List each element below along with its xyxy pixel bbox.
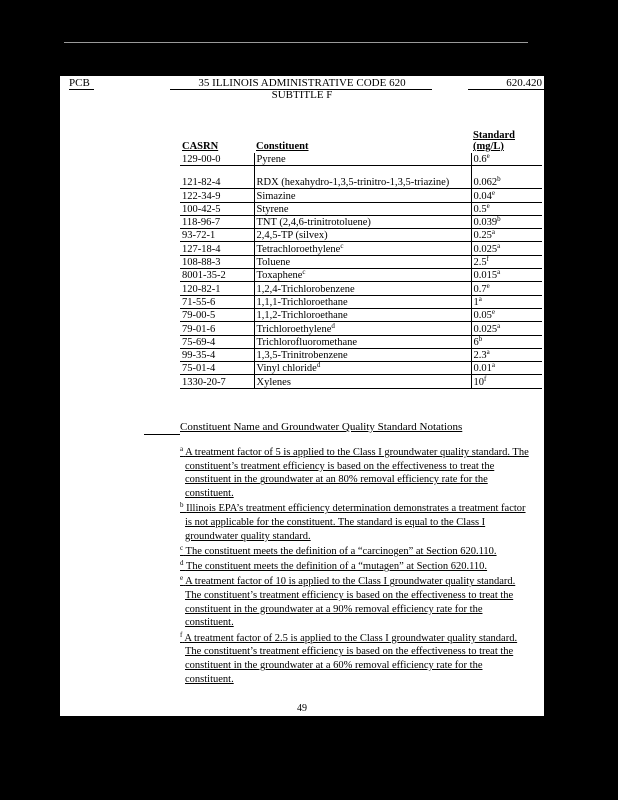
table-row <box>180 308 542 321</box>
document-page <box>60 76 544 716</box>
constituent-name: Vinyl chloride <box>256 363 317 375</box>
table-row <box>180 269 542 282</box>
table-row <box>180 242 542 255</box>
standard-note-mark: a <box>491 228 495 237</box>
column-header-constituent: Constituent <box>256 141 309 152</box>
note-mark: c <box>180 543 184 552</box>
standard-note-mark: a <box>497 268 501 277</box>
table-row <box>180 362 542 375</box>
cell-constituent <box>254 269 471 282</box>
table-row <box>180 166 542 189</box>
cell-constituent <box>254 242 471 255</box>
note-mark: f <box>180 630 183 639</box>
standard-value: 0.015 <box>473 270 498 282</box>
constituent-name: Simazine <box>256 190 296 202</box>
cell-standard <box>471 335 542 348</box>
cell-standard <box>471 375 542 388</box>
cell-constituent <box>254 255 471 268</box>
column-header-standard: Standard (mg/L) <box>473 130 516 152</box>
cell-constituent <box>254 229 471 242</box>
constituent-name: TNT (2,4,6-trinitrotoluene) <box>256 217 371 229</box>
standard-value: 0.6 <box>473 154 487 166</box>
header-section: 620.420 <box>506 77 542 89</box>
table-row <box>180 375 542 388</box>
standard-value: 0.062 <box>473 177 498 189</box>
header-subtitle: SUBTITLE F <box>271 89 333 101</box>
cell-standard <box>471 242 542 255</box>
standard-note-mark: f <box>484 374 487 383</box>
cell-casrn: 100-42-5 <box>180 202 254 215</box>
constituent-name: 1,2,4-Trichlorobenzene <box>256 283 355 295</box>
standard-value: 0.25 <box>473 230 492 242</box>
cell-constituent <box>254 322 471 335</box>
constituent-note-mark: d <box>331 321 335 330</box>
cell-constituent <box>254 335 471 348</box>
cell-standard <box>471 153 542 166</box>
cell-standard <box>471 202 542 215</box>
standard-value: 0.025 <box>473 323 498 335</box>
cell-casrn: 71-55-6 <box>180 295 254 308</box>
constituent-name: 1,1,1-Trichloroethane <box>256 296 348 308</box>
cell-casrn: 99-35-4 <box>180 348 254 361</box>
standard-note-mark: e <box>491 308 495 317</box>
table-row <box>180 153 542 166</box>
note-item <box>180 502 532 543</box>
note-text: The constituent meets the definition of a “mutagen” at Section 620.110. <box>185 561 488 573</box>
cell-standard <box>471 362 542 375</box>
table-row <box>180 295 542 308</box>
standard-note-mark: e <box>486 202 490 210</box>
standard-value: 1 <box>473 296 479 308</box>
standard-note-mark: f <box>486 255 489 264</box>
cell-casrn: 118-96-7 <box>180 215 254 228</box>
constituent-name: 1,1,2-Trichloroethane <box>256 310 348 322</box>
notes-title-rule <box>144 434 180 435</box>
constituent-note-mark: c <box>302 268 306 277</box>
cell-standard <box>471 282 542 295</box>
cell-constituent <box>254 282 471 295</box>
note-item <box>180 632 532 687</box>
standards-table <box>180 118 542 389</box>
standard-value: 6 <box>473 336 479 348</box>
cell-casrn: 75-01-4 <box>180 362 254 375</box>
standard-note-mark: b <box>497 175 501 184</box>
cell-constituent <box>254 202 471 215</box>
standard-value: 2.5 <box>473 257 487 269</box>
cell-casrn: 1330-20-7 <box>180 375 254 388</box>
table-row <box>180 189 542 202</box>
standard-note-mark: b <box>497 215 501 224</box>
standard-note-mark: e <box>491 188 495 197</box>
standard-note-mark: a <box>486 348 490 357</box>
table-row <box>180 202 542 215</box>
cell-standard <box>471 269 542 282</box>
header-code: 35 ILLINOIS ADMINISTRATIVE CODE 620 <box>198 77 406 89</box>
standard-value: 0.5 <box>473 203 487 215</box>
cell-casrn: 120-82-1 <box>180 282 254 295</box>
constituent-name: Pyrene <box>256 154 286 166</box>
cell-constituent <box>254 295 471 308</box>
cell-constituent <box>254 375 471 388</box>
notes-list <box>180 446 532 688</box>
cell-casrn: 121-82-4 <box>180 166 254 189</box>
standard-note-mark: e <box>486 153 490 161</box>
cell-casrn: 122-34-9 <box>180 189 254 202</box>
cell-casrn: 79-01-6 <box>180 322 254 335</box>
cell-standard <box>471 322 542 335</box>
cell-constituent <box>254 308 471 321</box>
table-row <box>180 229 542 242</box>
cell-casrn: 93-72-1 <box>180 229 254 242</box>
standard-value: 0.039 <box>473 217 498 229</box>
cell-casrn: 129-00-0 <box>180 153 254 166</box>
cell-casrn: 79-00-5 <box>180 308 254 321</box>
cell-standard <box>471 229 542 242</box>
column-header-casrn: CASRN <box>182 141 219 152</box>
standard-value: 0.025 <box>473 243 498 255</box>
note-mark: e <box>180 574 184 583</box>
standard-note-mark: a <box>491 361 495 370</box>
standard-value: 0.7 <box>473 283 487 295</box>
standard-value: 0.04 <box>473 190 492 202</box>
note-text: A treatment factor of 5 is applied to the Class I groundwater quality standard. The constituent’s treatment efficiency is based on the effectiveness to treat the constituent in the groundwater at an 80% removal efficiency rate for the constituent. <box>185 447 529 500</box>
cell-standard <box>471 295 542 308</box>
constituent-name: 1,3,5-Trinitrobenzene <box>256 350 348 362</box>
cell-constituent <box>254 166 471 189</box>
cell-casrn: 75-69-4 <box>180 335 254 348</box>
standard-value: 0.01 <box>473 363 492 375</box>
cell-standard <box>471 255 542 268</box>
note-item <box>180 545 532 559</box>
table-row <box>180 282 542 295</box>
constituent-name: Toxaphene <box>256 270 303 282</box>
constituent-name: Trichlorofluoromethane <box>256 336 358 348</box>
constituent-name: 2,4,5-TP (silvex) <box>256 230 328 242</box>
standard-value: 2.3 <box>473 350 487 362</box>
constituent-name: Xylenes <box>256 376 291 388</box>
note-item <box>180 446 532 501</box>
cell-casrn: 8001-35-2 <box>180 269 254 282</box>
table-row <box>180 335 542 348</box>
standard-note-mark: a <box>478 295 482 303</box>
note-text: The constituent meets the definition of a “carcinogen” at Section 620.110. <box>185 545 497 557</box>
constituent-name: Styrene <box>256 203 289 215</box>
standard-note-mark: a <box>497 241 501 250</box>
cell-standard <box>471 189 542 202</box>
cell-constituent <box>254 215 471 228</box>
constituent-note-mark: c <box>340 241 344 250</box>
cell-constituent <box>254 362 471 375</box>
note-mark: a <box>180 445 184 453</box>
standard-value: 0.05 <box>473 310 492 322</box>
cell-standard <box>471 166 542 189</box>
cell-constituent <box>254 153 471 166</box>
header-agency: PCB <box>69 77 90 89</box>
constituent-name: RDX (hexahydro-1,3,5-trinitro-1,3,5-triazine) <box>256 177 450 189</box>
cell-casrn: 127-18-4 <box>180 242 254 255</box>
cell-standard <box>471 215 542 228</box>
cell-constituent <box>254 348 471 361</box>
cell-casrn: 108-88-3 <box>180 255 254 268</box>
standard-note-mark: a <box>497 321 501 330</box>
standard-note-mark: b <box>478 335 483 343</box>
cell-standard <box>471 348 542 361</box>
constituent-name: Tetrachloroethylene <box>256 243 341 255</box>
standard-value: 10 <box>473 376 484 388</box>
table-row <box>180 255 542 268</box>
note-mark: b <box>180 501 184 510</box>
note-text: A treatment factor of 10 is applied to the Class I groundwater quality standard. The constituent’s treatment efficiency is based on the effectiveness to treat the constituent in the groundwater at a 90% removal efficiency rate for the constituent. <box>185 576 516 629</box>
note-item <box>180 575 532 630</box>
constituent-note-mark: d <box>316 361 321 370</box>
note-item <box>180 560 532 574</box>
page-number: 49 <box>297 703 307 714</box>
note-text: Illinois EPA’s treatment efficiency determination demonstrates a treatment factor is not applicable for the constituent. The standard is equal to the Class I groundwater quality standard. <box>185 503 526 542</box>
standard-note-mark: e <box>486 281 490 290</box>
note-mark: d <box>180 559 184 568</box>
constituent-name: Toluene <box>256 257 291 269</box>
table-row <box>180 215 542 228</box>
cell-constituent <box>254 189 471 202</box>
note-text: A treatment factor of 2.5 is applied to the Class I groundwater quality standard. The constituent’s treatment efficiency is based on the effectiveness to treat the constituent in the groundwater at a 60% removal efficiency rate for the constituent. <box>184 632 518 685</box>
notes-title: Constituent Name and Groundwater Quality Standard Notations <box>180 421 463 433</box>
table-row <box>180 322 542 335</box>
table-row <box>180 348 542 361</box>
top-rule <box>64 42 528 43</box>
cell-standard <box>471 308 542 321</box>
constituent-name: Trichloroethylene <box>256 323 332 335</box>
